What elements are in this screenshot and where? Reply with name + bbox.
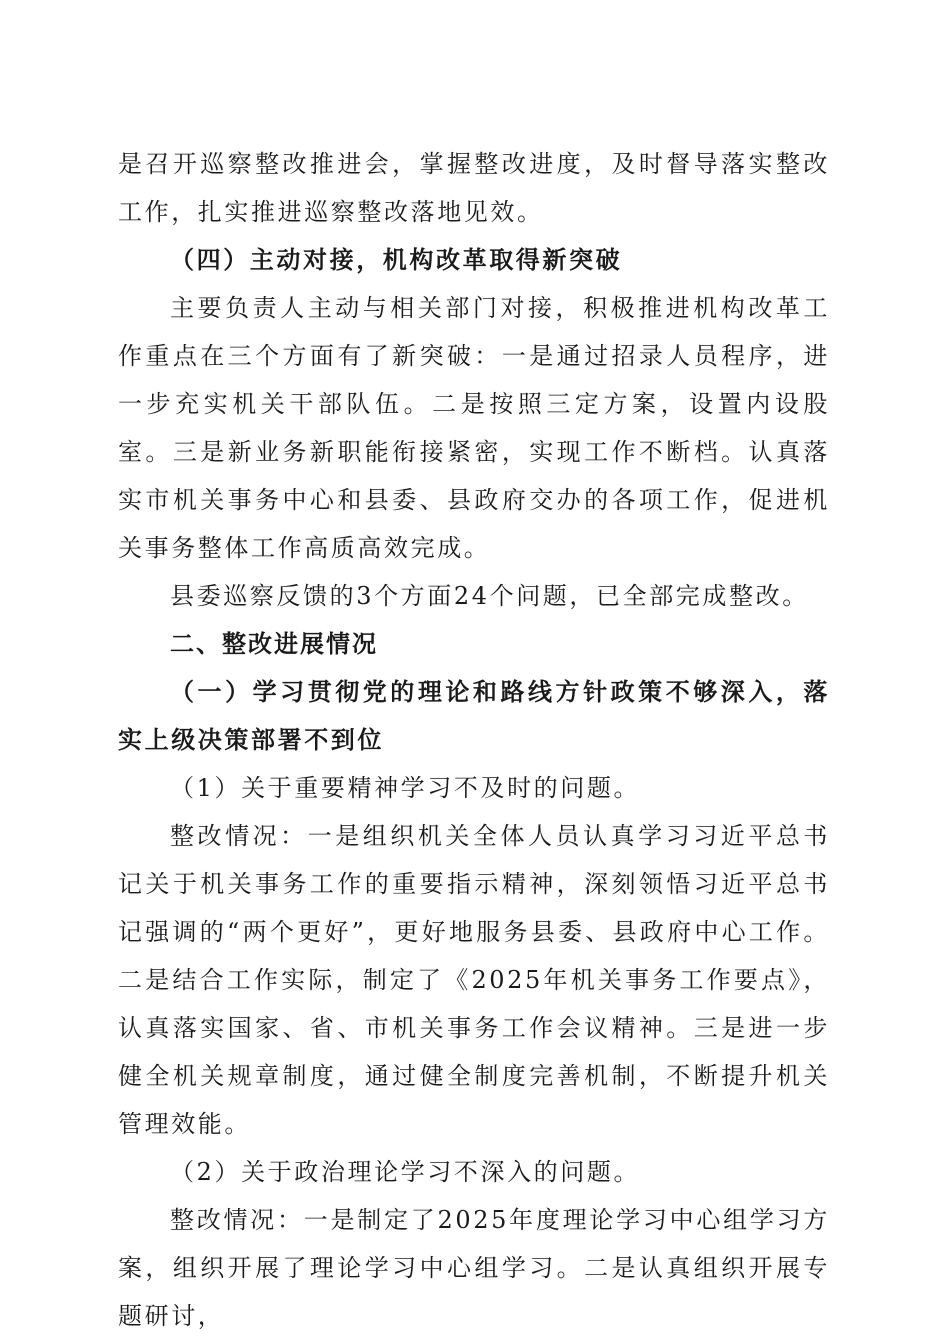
issue-item-2: （2）关于政治理论学习不深入的问题。 — [170, 1158, 641, 1186]
section-heading-progress: 二、整改进展情况 — [170, 630, 378, 658]
section-subheading-1: （一）学习贯彻党的理论和路线方针政策不够深入，落实上级决策部署不到位 — [118, 677, 830, 754]
section-subheading-4: （四）主动对接，机构改革取得新突破 — [170, 245, 623, 274]
paragraph-rectification-1: 整改情况：一是组织机关全体人员认真学习习近平总书记关于机关事务工作的重要指示精神，深刻领悟习近平总书记强调的“两个更好”，更好地服务县委、县政府中心工作。二是结合工作实际，制定了《2025年机关事务工作要点》，认真落实国家、省、市机关事务工作会议精神。三是进一步健全机关规章制度，通过健全制度完善机制，不断提升机关管理效能。 — [118, 822, 830, 1138]
paragraph-rectification-2: 整改情况：一是制定了2025年度理论学习中心组学习方案，组织开展了理论学习中心组学习。二是认真组织开展专题研讨， — [118, 1206, 830, 1330]
paragraph-continuation: 是召开巡察整改推进会，掌握整改进度，及时督导落实整改工作，扎实推进巡察整改落地见效。 — [118, 150, 830, 226]
document-page — [118, 140, 830, 1340]
paragraph-rectification-summary: 县委巡察反馈的3个方面24个问题，已全部完成整改。 — [170, 582, 809, 610]
issue-item-1: （1）关于重要精神学习不及时的问题。 — [170, 774, 641, 802]
paragraph-institutional-reform: 主要负责人主动与相关部门对接，积极推进机构改革工作重点在三个方面有了新突破：一是通过招录人员程序，进一步充实机关干部队伍。二是按照三定方案，设置内设股室。三是新业务新职能衔接紧密，实现工作不断档。认真落实市机关事务中心和县委、县政府交办的各项工作，促进机关事务整体工作高质高效完成。 — [118, 294, 830, 562]
